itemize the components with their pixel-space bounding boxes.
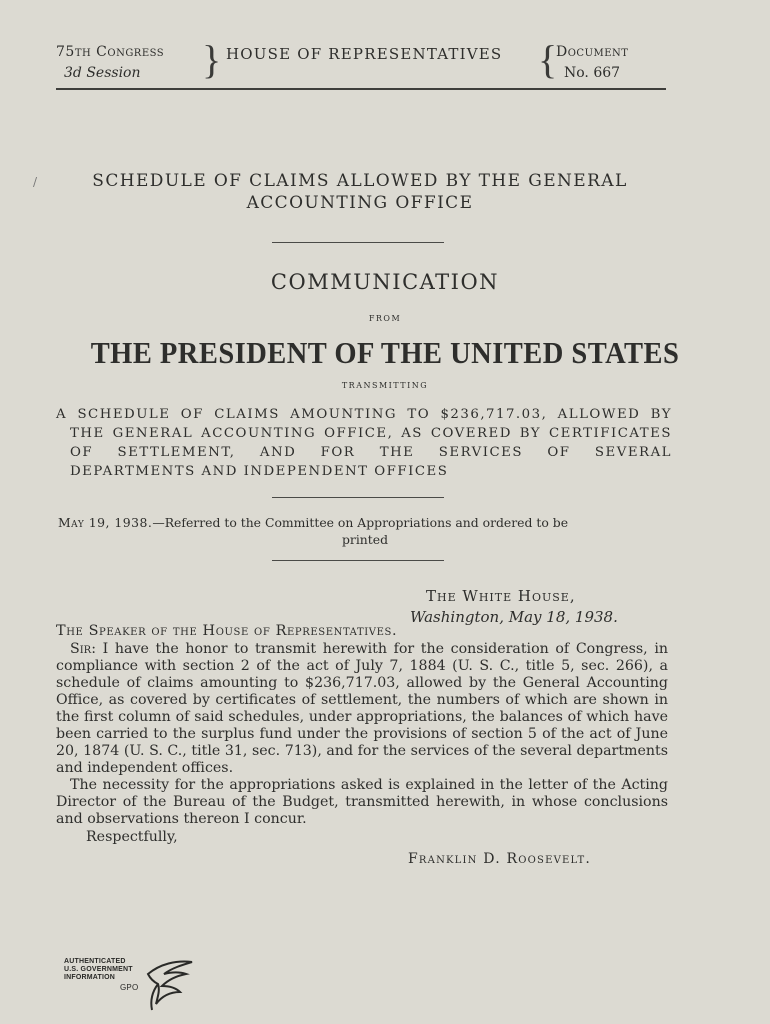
- paragraph-1-text: I have the honor to transmit herewith for the consideration of Congress, in compliance with section 2 of the act of July 7, 1884 (U. S. C., title 5, sec. 266), a schedule of claims amounting to $236,717.03, allowed by the General Accounting Office, as covered by certificates of settlement, the numbers of which are shown in the first column of said schedules, under appropriations, the balances of which have been carried to the surplus fund under the provisions of section 5 of the act of June 20, 1874 (U. S. C., title 31, sec. 713), and for the services of the several departments and independent offices.: [56, 641, 668, 776]
- gpo-logo-text: [64, 958, 138, 992]
- from-label: FROM: [368, 314, 402, 323]
- document-label: Document: [556, 44, 629, 60]
- divider-rule: [272, 497, 444, 498]
- gpo-line-2: U.S. GOVERNMENT: [64, 966, 133, 973]
- header-rule: [56, 88, 666, 90]
- document-title: [40, 170, 680, 214]
- president-heading: THE PRESIDENT OF THE UNITED STATES: [90, 335, 680, 370]
- referral-printed: printed: [341, 532, 389, 547]
- congress-label: 75th Congress: [56, 44, 165, 60]
- document-header: [56, 37, 666, 90]
- document-number: [556, 42, 628, 84]
- letter-paragraph-1: [56, 641, 668, 777]
- closing: Respectfully,: [86, 829, 178, 845]
- margin-mark: /: [33, 175, 38, 189]
- session-label: 3d Session: [64, 65, 141, 81]
- congress-session: [56, 42, 164, 84]
- summary-paragraph: [56, 405, 672, 481]
- gpo-line-4: GPO: [120, 983, 139, 992]
- brace-left: }: [202, 37, 222, 82]
- document-no: No. 667: [564, 65, 621, 81]
- letter-body: [56, 641, 668, 828]
- gpo-authentication-logo: [64, 958, 204, 1014]
- sir-label: Sir:: [70, 641, 96, 657]
- gpo-line-1: AUTHENTICATED: [64, 958, 126, 965]
- referral-note: [58, 514, 672, 548]
- referral-text: —Referred to the Committee on Appropriations and ordered to be: [152, 515, 569, 530]
- title-line-1: SCHEDULE OF CLAIMS ALLOWED BY THE GENERAL: [92, 171, 628, 191]
- signature: Franklin D. Roosevelt.: [408, 851, 592, 867]
- eagle-icon: [142, 956, 198, 1014]
- divider-rule: [272, 560, 444, 561]
- referral-date: May 19, 1938.: [58, 515, 153, 530]
- brace-right: {: [538, 37, 558, 82]
- house-title: HOUSE OF REPRESENTATIVES: [226, 45, 503, 63]
- salutation: The Speaker of the House of Representatives.: [56, 623, 398, 639]
- gpo-line-3: INFORMATION: [64, 974, 116, 981]
- title-line-2: ACCOUNTING OFFICE: [246, 193, 474, 213]
- dateline-date: Washington, May 18, 1938.: [410, 608, 618, 626]
- divider-rule: [272, 242, 444, 243]
- summary-text: A SCHEDULE OF CLAIMS AMOUNTING TO $236,717.03, ALLOWED BY THE GENERAL ACCOUNTING OFFICE, AS COVERED BY CERTIFICATES OF SETTLEMENT, AND FOR THE SERVICES OF SEVERAL DEPARTMENTS AND INDEPENDENT OFFICES: [56, 407, 672, 479]
- dateline-house: The White House,: [426, 587, 576, 605]
- letter-paragraph-2: The necessity for the appropriations asked is explained in the letter of the Acting Director of the Bureau of the Budget, transmitted herewith, in whose conclusions and observations thereon I concur.: [56, 777, 668, 827]
- communication-heading: COMMUNICATION: [270, 270, 500, 294]
- transmitting-label: TRANSMITTING: [341, 381, 429, 390]
- dateline: [410, 586, 618, 628]
